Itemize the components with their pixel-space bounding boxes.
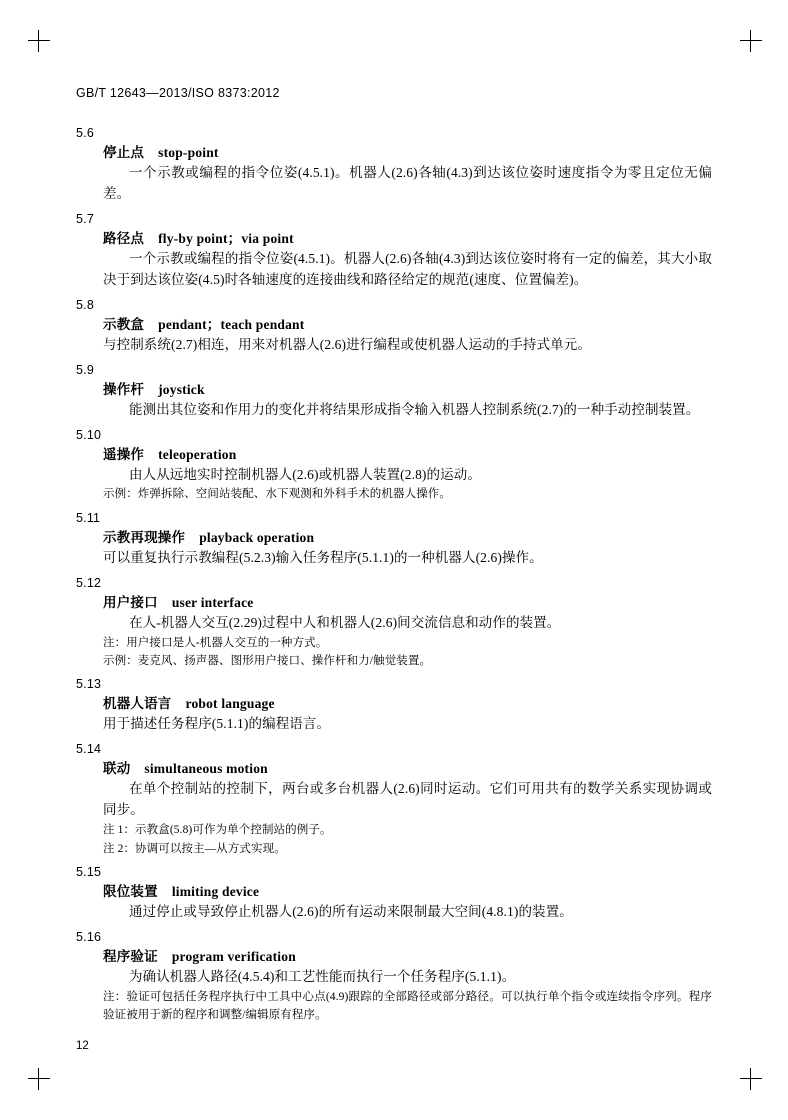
term-en: pendant；teach pendant xyxy=(158,316,305,332)
note-5-10-1: 示例：炸弹拆除、空间站装配、水下观测和外科手术的机器人操作。 xyxy=(103,488,451,501)
note-5-12-1: 注：用户接口是人-机器人交互的一种方式。 xyxy=(103,636,328,649)
term-5-13 xyxy=(103,692,712,712)
definition-5-9: 能测出其位姿和作用力的变化并将结果形成指令输入机器人控制系统(2.7)的一种手动控制装置。 xyxy=(129,401,700,417)
note-5-12-2: 示例：麦克风、扬声器、图形用户接口、操作杆和力/触觉装置。 xyxy=(103,655,432,668)
clause-number-5-10: 5.10 xyxy=(76,427,102,442)
crop-mark xyxy=(28,40,50,41)
note-5-14-2: 注 2：协调可以按主—从方式实现。 xyxy=(103,842,286,855)
term-zh: 限位装置 xyxy=(103,884,158,900)
note-5-16-1: 注：验证可包括任务程序执行中工具中心点(4.9)跟踪的全部路径或部分路径。可以执行单个指令或连续指令序列。程序验证被用于新的程序和调整/编辑原有程序。 xyxy=(103,990,712,1022)
term-zh: 路径点 xyxy=(103,230,145,246)
term-zh: 示教盒 xyxy=(103,316,145,332)
definition-5-14: 在单个控制站的控制下，两台或多台机器人(2.6)同时运动。它们可用共有的数学关系实现协调或同步。 xyxy=(103,781,712,818)
clause-number-5-12: 5.12 xyxy=(76,575,102,590)
definition-5-8: 与控制系统(2.7)相连，用来对机器人(2.6)进行编程或使机器人运动的手持式单元。 xyxy=(103,336,591,352)
crop-mark xyxy=(740,40,762,41)
term-5-12 xyxy=(103,591,712,611)
clause-number-5-6: 5.6 xyxy=(76,126,94,140)
term-en: robot language xyxy=(185,696,275,712)
crop-mark xyxy=(28,1078,50,1079)
crop-mark xyxy=(38,30,39,52)
term-en: joystick xyxy=(158,381,205,397)
page-content xyxy=(76,86,712,1025)
crop-mark xyxy=(750,1068,751,1090)
term-zh: 程序验证 xyxy=(103,948,158,964)
definition-5-13: 用于描述任务程序(5.1.1)的编程语言。 xyxy=(103,716,331,732)
clause-number-5-15: 5.15 xyxy=(76,865,102,880)
note-5-14-1: 注 1：示教盒(5.8)可作为单个控制站的例子。 xyxy=(103,824,332,837)
term-5-8 xyxy=(103,313,712,333)
term-en: fly-by point；via point xyxy=(158,230,294,246)
definition-5-11: 可以重复执行示教编程(5.2.3)输入任务程序(5.1.1)的一种机器人(2.6)操作。 xyxy=(103,549,543,565)
term-5-7 xyxy=(103,227,712,247)
term-5-11 xyxy=(103,526,712,546)
clause-number-5-16: 5.16 xyxy=(76,929,102,944)
term-en: stop-point xyxy=(158,145,219,160)
term-5-10 xyxy=(103,443,712,463)
clause-number-5-8: 5.8 xyxy=(76,297,94,312)
term-zh: 停止点 xyxy=(103,145,145,160)
term-5-15 xyxy=(103,880,712,900)
definition-5-10: 由人从远地实时控制机器人(2.6)或机器人装置(2.8)的运动。 xyxy=(129,466,481,482)
definition-5-15: 通过停止或导致停止机器人(2.6)的所有运动来限制最大空间(4.8.1)的装置。 xyxy=(129,904,573,920)
crop-mark xyxy=(750,30,751,52)
definition-5-7: 一个示教或编程的指令位姿(4.5.1)。机器人(2.6)各轴(4.3)到达该位姿时将有一定的偏差，其大小取决于到达该位姿(4.5)时各轴速度的连接曲线和路径给定的规范(速度、位置偏差)。 xyxy=(103,250,712,287)
page-header: GB/T 12643—2013/ISO 8373:2012 xyxy=(76,86,280,100)
term-zh: 用户接口 xyxy=(103,594,158,610)
term-en: teleoperation xyxy=(158,446,237,462)
term-zh: 示教再现操作 xyxy=(103,529,186,545)
term-zh: 联动 xyxy=(103,761,131,777)
crop-mark xyxy=(38,1068,39,1090)
term-en: user interface xyxy=(171,594,254,610)
term-zh: 遥操作 xyxy=(103,446,145,462)
clause-number-5-7: 5.7 xyxy=(76,211,94,226)
term-zh: 操作杆 xyxy=(103,381,145,397)
term-5-6 xyxy=(103,141,712,161)
crop-mark xyxy=(740,1078,762,1079)
term-en: program verification xyxy=(171,948,296,964)
definition-5-6: 一个示教或编程的指令位姿(4.5.1)。机器人(2.6)各轴(4.3)到达该位姿时速度指令为零且定位无偏差。 xyxy=(103,165,712,201)
term-5-14 xyxy=(103,757,712,777)
term-5-9 xyxy=(103,378,712,398)
clause-number-5-9: 5.9 xyxy=(76,362,94,377)
clause-number-5-13: 5.13 xyxy=(76,677,102,692)
definition-5-16: 为确认机器人路径(4.5.4)和工艺性能而执行一个任务程序(5.1.1)。 xyxy=(129,968,516,984)
clause-number-5-11: 5.11 xyxy=(76,510,101,525)
page-number: 12 xyxy=(76,1040,89,1052)
definition-5-12: 在人-机器人交互(2.29)过程中人和机器人(2.6)间交流信息和动作的装置。 xyxy=(129,614,561,630)
term-5-16 xyxy=(103,945,712,965)
term-zh: 机器人语言 xyxy=(103,696,172,712)
term-en: simultaneous motion xyxy=(144,761,268,777)
term-en: playback operation xyxy=(199,529,315,545)
term-en: limiting device xyxy=(171,884,260,900)
clause-number-5-14: 5.14 xyxy=(76,742,102,757)
